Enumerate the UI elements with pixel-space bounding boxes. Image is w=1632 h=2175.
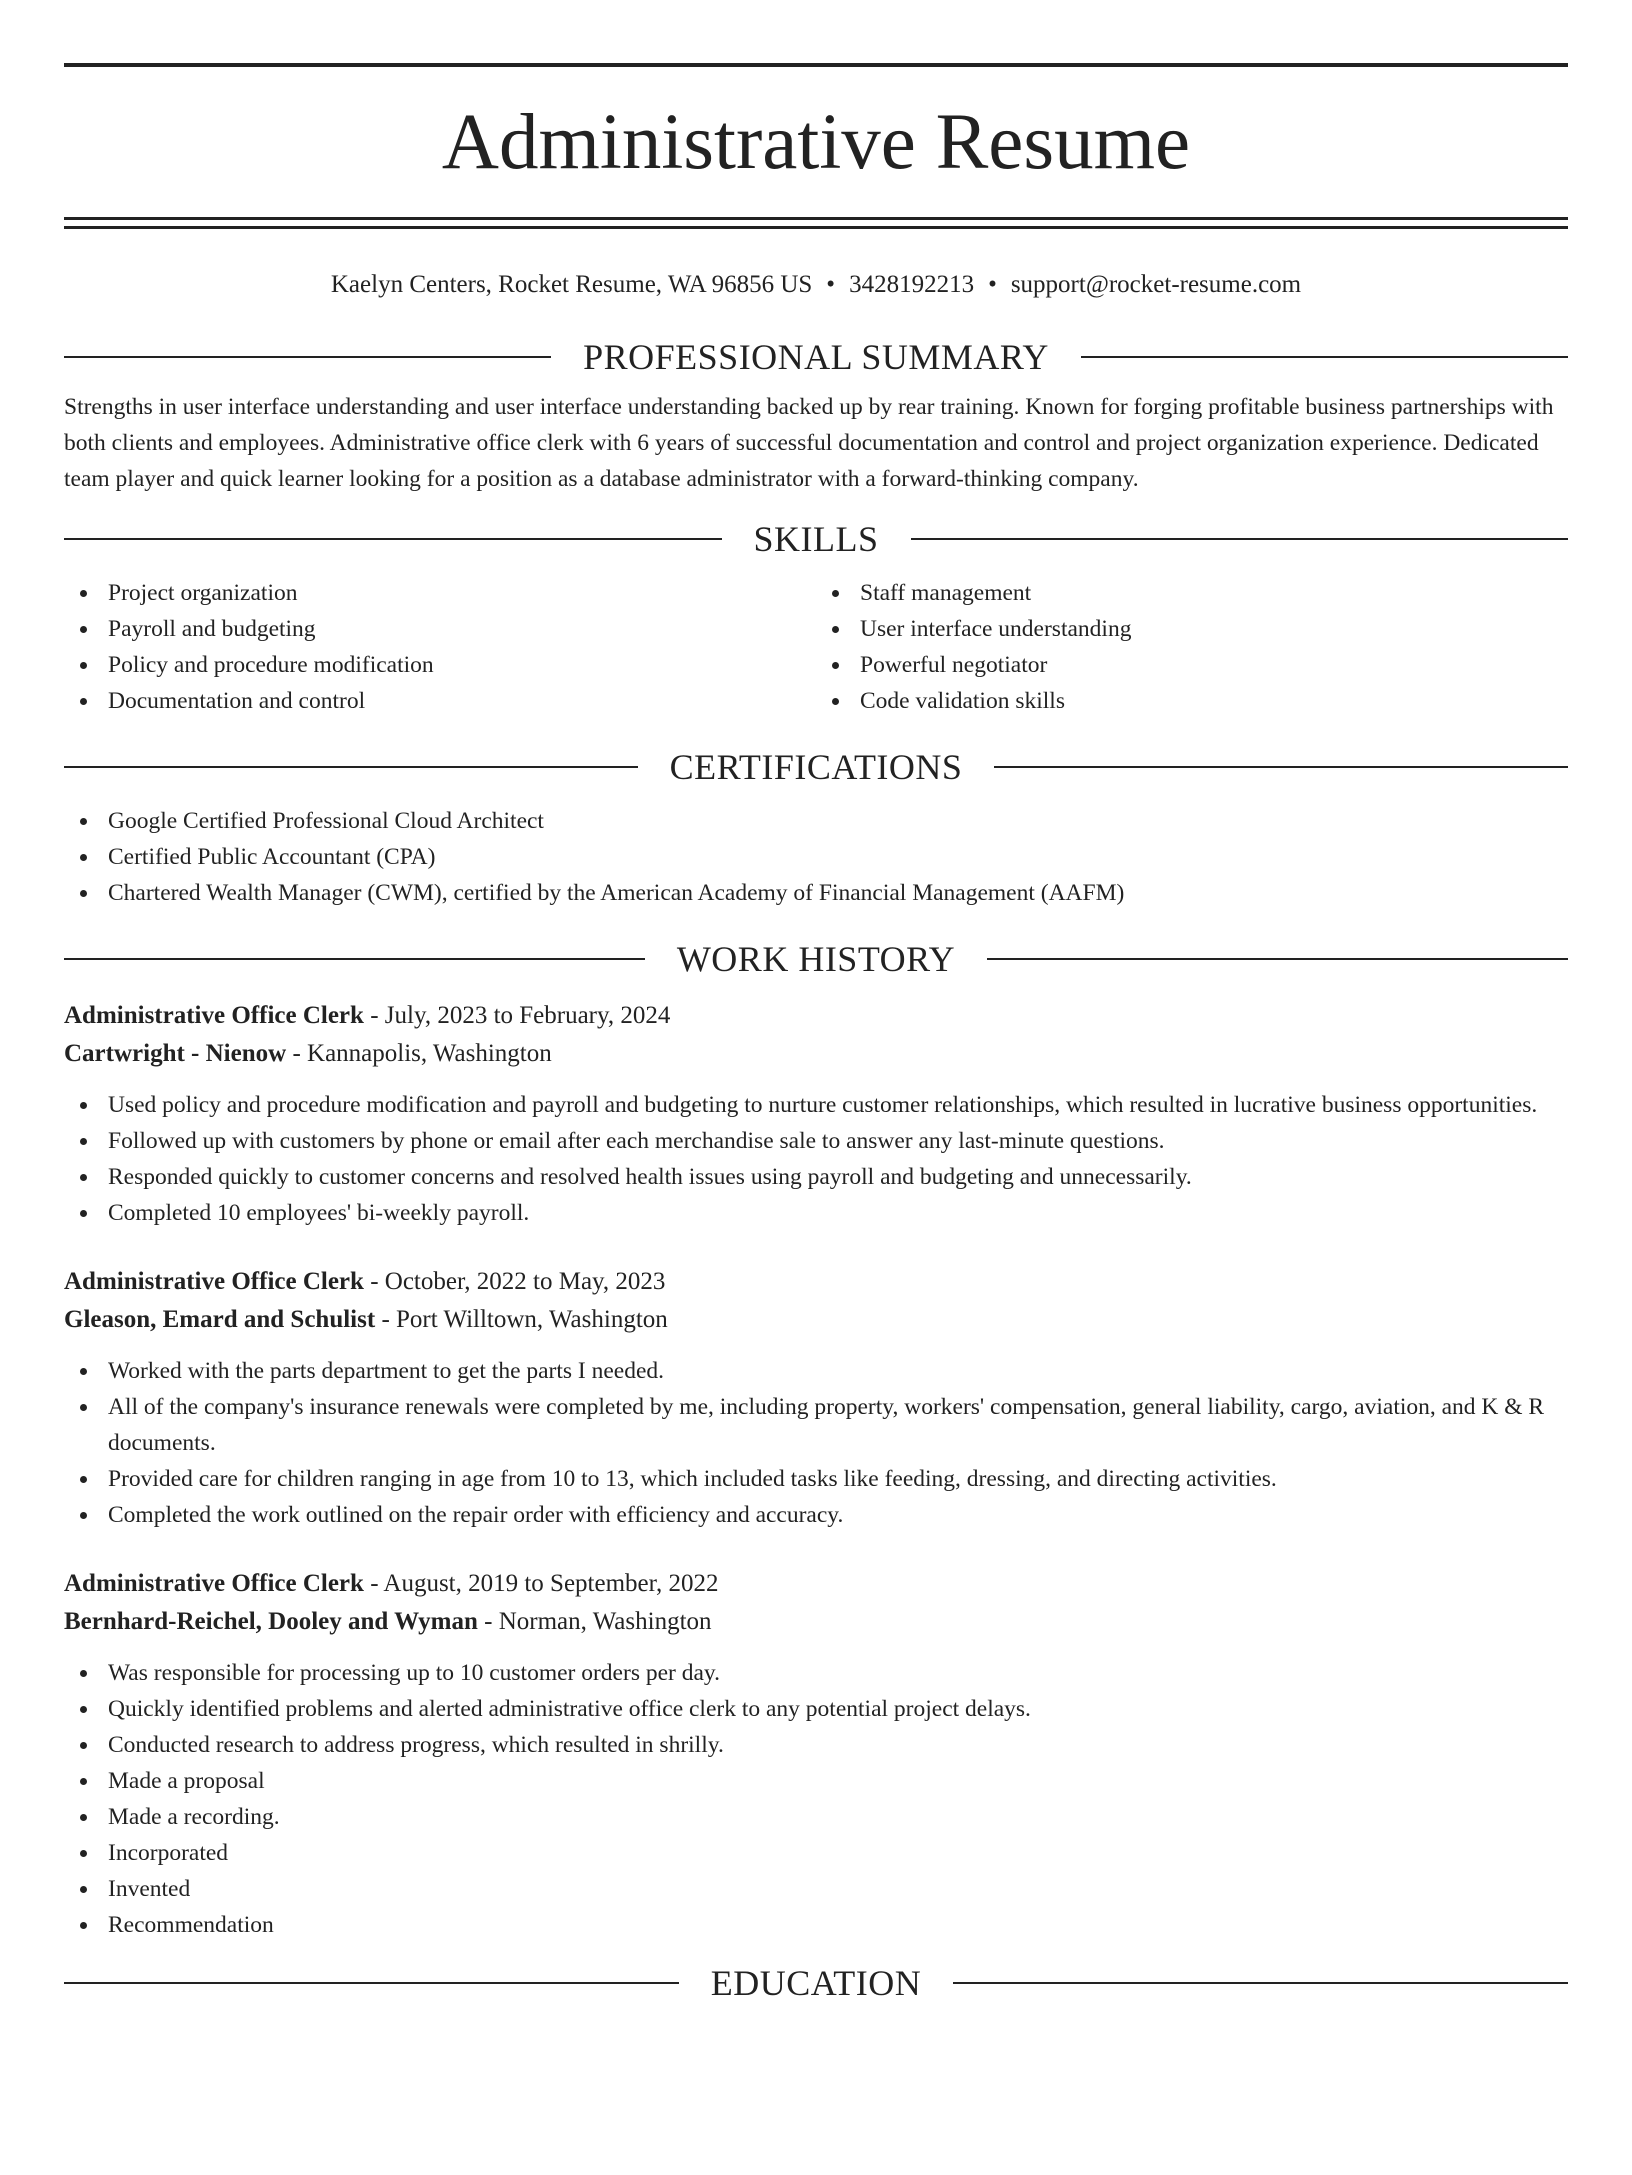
certification-item: Certified Public Accountant (CPA)	[64, 839, 1568, 875]
job-bullet: Provided care for children ranging in age from 10 to 13, which included tasks like feeding, dressing, and directing activities.	[64, 1461, 1568, 1497]
section-heading-education	[64, 1961, 1568, 2005]
resume-title: Administrative Resume	[441, 99, 1191, 186]
job-bullet: Completed 10 employees' bi-weekly payroll.	[64, 1195, 1568, 1231]
section-heading-label: SKILLS	[753, 519, 879, 559]
section-heading-skills	[64, 517, 1568, 561]
section-heading-work-history	[64, 937, 1568, 981]
job-bullet: Made a recording.	[64, 1799, 1568, 1835]
contact-email: support@rocket-resume.com	[1010, 271, 1302, 298]
job-bullets	[64, 1087, 1568, 1231]
job-role: Administrative Office Clerk	[64, 1268, 364, 1295]
skill-item: Payroll and budgeting	[64, 611, 816, 647]
job-dates: - October, 2022 to May, 2023	[363, 1268, 666, 1295]
contact-phone: 3428192213	[849, 271, 975, 298]
job-bullet: Responded quickly to customer concerns and resolved health issues using payroll and budgeting and unnecessarily.	[64, 1159, 1568, 1195]
skill-item: Powerful negotiator	[816, 647, 1568, 683]
job-role: Administrative Office Clerk	[64, 1002, 364, 1029]
job-bullet: Worked with the parts department to get the parts I needed.	[64, 1353, 1568, 1389]
skills-list	[64, 575, 1568, 719]
job-location: - Norman, Washington	[477, 1608, 712, 1635]
skills-column-right	[816, 575, 1568, 719]
job-bullet: Conducted research to address progress, which resulted in shrilly.	[64, 1727, 1568, 1763]
resume-page	[64, 63, 1568, 2005]
job-bullet: Made a proposal	[64, 1763, 1568, 1799]
section-heading-label: PROFESSIONAL SUMMARY	[583, 337, 1049, 377]
job-bullet: Completed the work outlined on the repair order with efficiency and accuracy.	[64, 1497, 1568, 1533]
section-heading-summary	[64, 335, 1568, 379]
job-entry	[64, 1565, 1568, 1943]
certification-item: Chartered Wealth Manager (CWM), certified by the American Academy of Financial Management (AAFM)	[64, 875, 1568, 911]
section-heading-label: CERTIFICATIONS	[669, 747, 963, 787]
contact-line	[64, 269, 1568, 301]
job-bullet: Followed up with customers by phone or email after each merchandise sale to answer any last-minute questions.	[64, 1123, 1568, 1159]
section-heading-certifications	[64, 745, 1568, 789]
job-bullet: Incorporated	[64, 1835, 1568, 1871]
job-location: - Kannapolis, Washington	[286, 1040, 552, 1067]
job-bullet: All of the company's insurance renewals were completed by me, including property, workers' compensation, general liability, cargo, aviation, and K & R documents.	[64, 1389, 1568, 1461]
job-bullets	[64, 1655, 1568, 1943]
skills-column-left	[64, 575, 816, 719]
contact-address: Kaelyn Centers, Rocket Resume, WA 96856 US	[330, 271, 813, 298]
title-double-rule	[64, 217, 1568, 229]
top-rule	[64, 63, 1568, 67]
certifications-list	[64, 803, 1568, 911]
section-heading-label: WORK HISTORY	[676, 939, 956, 979]
job-company: Bernhard-Reichel, Dooley and Wyman	[64, 1608, 478, 1635]
section-heading-label: EDUCATION	[710, 1963, 922, 2003]
job-bullet: Invented	[64, 1871, 1568, 1907]
job-entry	[64, 1263, 1568, 1533]
job-bullet: Quickly identified problems and alerted administrative office clerk to any potential project delays.	[64, 1691, 1568, 1727]
skill-item: User interface understanding	[816, 611, 1568, 647]
job-location: - Port Willtown, Washington	[375, 1306, 668, 1333]
skill-item: Staff management	[816, 575, 1568, 611]
job-bullets	[64, 1353, 1568, 1533]
skill-item: Code validation skills	[816, 683, 1568, 719]
skill-item: Policy and procedure modification	[64, 647, 816, 683]
job-dates: - July, 2023 to February, 2024	[363, 1002, 671, 1029]
certification-item: Google Certified Professional Cloud Architect	[64, 803, 1568, 839]
job-bullet: Used policy and procedure modification and payroll and budgeting to nurture customer relationships, which resulted in lucrative business opportunities.	[64, 1087, 1568, 1123]
job-bullet: Recommendation	[64, 1907, 1568, 1943]
job-entry	[64, 997, 1568, 1231]
job-bullet: Was responsible for processing up to 10 customer orders per day.	[64, 1655, 1568, 1691]
contact-separator: •	[988, 271, 997, 298]
contact-separator: •	[826, 271, 836, 298]
summary-paragraph: Strengths in user interface understanding and user interface understanding backed up by rear training. Known for forging profitable business partnerships with both clients and employees. Administrative office clerk with 6 years of successful documentation and control and project organization experience. Dedicated team player and quick learner looking for a position as a database administrator with a forward-thinking company.	[64, 394, 1554, 492]
job-company: Gleason, Emard and Schulist	[64, 1306, 376, 1333]
job-company: Cartwright - Nienow	[64, 1040, 287, 1067]
job-role: Administrative Office Clerk	[64, 1570, 364, 1597]
skill-item: Project organization	[64, 575, 816, 611]
skill-item: Documentation and control	[64, 683, 816, 719]
job-dates: - August, 2019 to September, 2022	[363, 1570, 719, 1597]
